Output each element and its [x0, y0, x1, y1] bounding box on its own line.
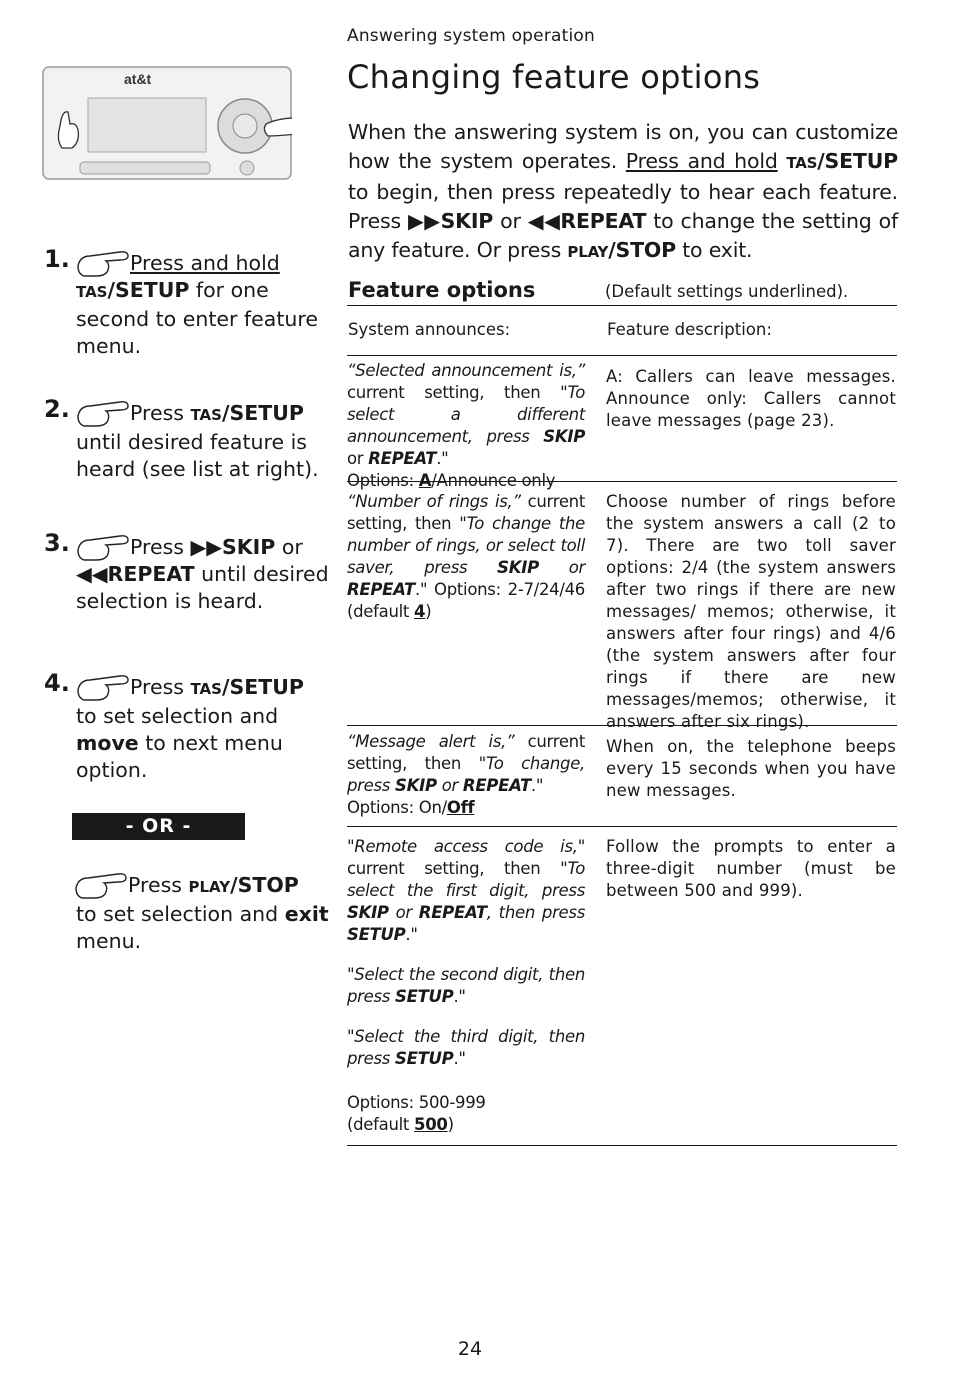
pointing-hand-icon	[76, 670, 132, 702]
table-row-remote-access: "Remote access code is," current setting, then "To select the first digit, press SKIP or REPEAT, then press SETUP." "Select the second digit, then press SETUP." "Select the third digit, then press SETUP." Options: 500-999 (default 500)	[347, 837, 585, 1134]
brand-label: at&t	[124, 71, 152, 87]
skip-icon: ▶▶	[190, 535, 223, 559]
step-2: 2. Press TAS/SETUP until desired feature is heard (see list at right).	[44, 395, 319, 481]
column-header-description: Feature description:	[607, 320, 772, 339]
table-rule	[347, 826, 897, 827]
table-rule	[347, 305, 897, 306]
skip-icon: ▶▶	[408, 209, 441, 233]
column-header-announces: System announces:	[348, 320, 511, 339]
step-exit: Press PLAY/STOP to set selection and exit menu.	[44, 872, 334, 955]
table-heading: Feature options	[348, 278, 536, 302]
answering-machine-illustration	[42, 66, 292, 180]
step-1: 1. Press and hold TAS/SETUP for one second to enter feature menu.	[44, 245, 318, 358]
step-3: 3. Press ▶▶SKIP or ◀◀REPEAT until desired selection is heard.	[44, 529, 329, 613]
or-separator: - OR -	[72, 813, 245, 840]
pointing-hand-icon	[74, 868, 130, 900]
intro-paragraph: When the answering system is on, you can customize how the system operates. Press and hold TAS/SETUP to begin, then press repeatedly to hear each feature. Press ▶▶SKIP or ◀◀REPEAT to change the setting of any feature. Or press PLAY/STOP to exit.	[348, 120, 898, 262]
pointing-hand-icon	[76, 246, 132, 278]
pointing-hand-icon	[76, 396, 132, 428]
table-rule	[347, 1145, 897, 1146]
table-row-rings-desc: Choose number of rings before the system answers a call (2 to 7). There are two toll saver options: 2/4 (the system answers after two rings if there are new messages/ memos; otherwise, it answers after four rings) and 4/6 (the system answers after four rings if there are new messages/memos; otherwise, it answers after six rings).	[606, 492, 896, 731]
pointing-hand-icon	[76, 530, 132, 562]
section-label: Answering system operation	[347, 26, 595, 46]
repeat-icon: ◀◀	[527, 209, 561, 233]
page-title: Changing feature options	[347, 58, 761, 96]
table-note: (Default settings underlined).	[605, 282, 849, 301]
table-row-message-alert: “Message alert is,” current setting, then "To change, press SKIP or REPEAT." Options: On/Off	[347, 732, 585, 817]
repeat-icon: ◀◀	[76, 562, 108, 586]
table-row-message-alert-desc: When on, the telephone beeps every 15 seconds when you have new messages.	[606, 737, 896, 800]
table-row-remote-access-desc: Follow the prompts to enter a three-digit number (must be between 500 and 999).	[606, 837, 896, 900]
page-number: 24	[457, 1338, 483, 1360]
step-4: 4. Press TAS/SETUP to set selection and move to next menu option.	[44, 669, 304, 782]
table-row-announcement: “Selected announcement is,” current setting, then "To select a different announcement, press SKIP or REPEAT." Options: A/Announce only	[347, 361, 585, 490]
table-rule	[347, 481, 897, 482]
table-rule	[347, 725, 897, 726]
table-row-rings: “Number of rings is,” current setting, then "To change the number of rings, or select toll saver, press SKIP or REPEAT." Options: 2-7/24/46 (default 4)	[347, 492, 585, 621]
table-rule	[347, 355, 897, 356]
table-row-announcement-desc: A: Callers can leave messages. Announce only: Callers cannot leave messages (page 23).	[606, 367, 896, 430]
